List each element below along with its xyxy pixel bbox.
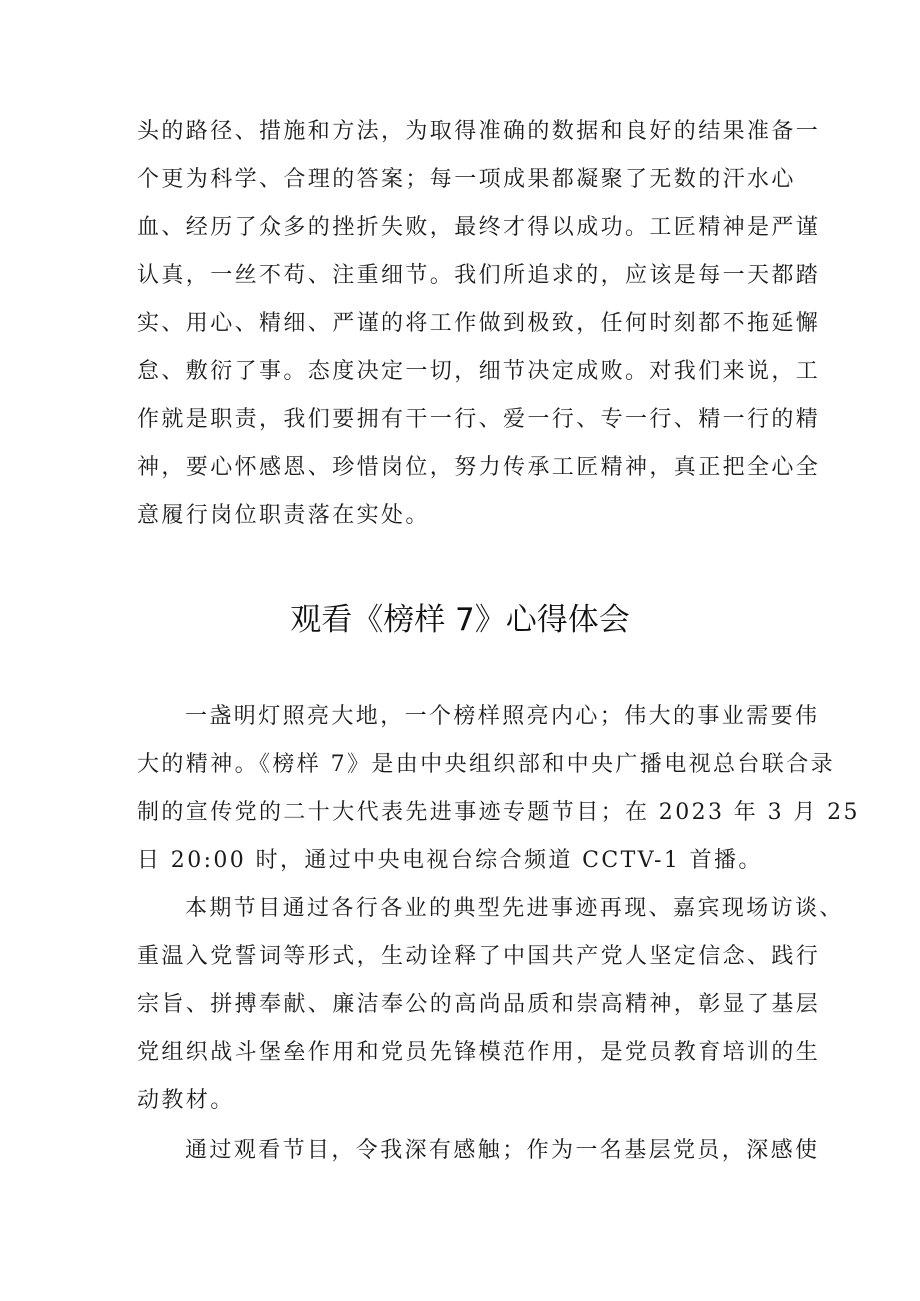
text-line: 日 20:00 时，通过中央电视台综合频道 CCTV-1 首播。 (137, 848, 763, 873)
text-line: 认真，一丝不苟、注重细节。我们所追求的，应该是每一天都踏 (137, 263, 821, 288)
article-title: 观看《榜样 7》心得体会 (290, 602, 630, 638)
text-line: 怠、敷衍了事。态度决定一切，细节决定成败。对我们来说，工 (137, 359, 821, 384)
text-line: 作就是职责，我们要拥有干一行、爱一行、专一行、精一行的精 (137, 407, 821, 432)
text-line: 神，要心怀感恩、珍惜岗位，努力传承工匠精神，真正把全心全 (137, 455, 821, 480)
text-line: 个更为科学、合理的答案；每一项成果都凝聚了无数的汗水心 (137, 167, 796, 192)
text-line: 实、用心、精细、严谨的将工作做到极致，任何时刻都不拖延懈 (137, 311, 821, 336)
text-line: 大的精神。《榜样 7》是由中央组织部和中央广播电视总台联合录 (137, 752, 835, 777)
text-line: 宗旨、拼搏奉献、廉洁奉公的高尚品质和崇高精神，彰显了基层 (137, 992, 821, 1017)
text-line: 一盏明灯照亮大地，一个榜样照亮内心；伟大的事业需要伟 (185, 704, 820, 729)
text-line: 党组织战斗堡垒作用和党员先锋模范作用，是党员教育培训的生 (137, 1040, 821, 1065)
text-line: 血、经历了众多的挫折失败，最终才得以成功。工匠精神是严谨 (137, 215, 821, 240)
text-line: 意履行岗位职责落在实处。 (137, 503, 430, 528)
text-line: 本期节目通过各行各业的典型先进事迹再现、嘉宾现场访谈、 (185, 896, 844, 921)
text-line: 重温入党誓词等形式，生动诠释了中国共产党人坚定信念、践行 (137, 944, 821, 969)
text-line: 动教材。 (137, 1088, 235, 1113)
text-line: 制的宣传党的二十大代表先进事迹专题节目；在 2023 年 3 月 25 (137, 800, 860, 825)
text-line: 通过观看节目，令我深有感触；作为一名基层党员，深感使 (185, 1138, 820, 1163)
text-line: 头的路径、措施和方法，为取得准确的数据和良好的结果准备一 (137, 119, 821, 144)
